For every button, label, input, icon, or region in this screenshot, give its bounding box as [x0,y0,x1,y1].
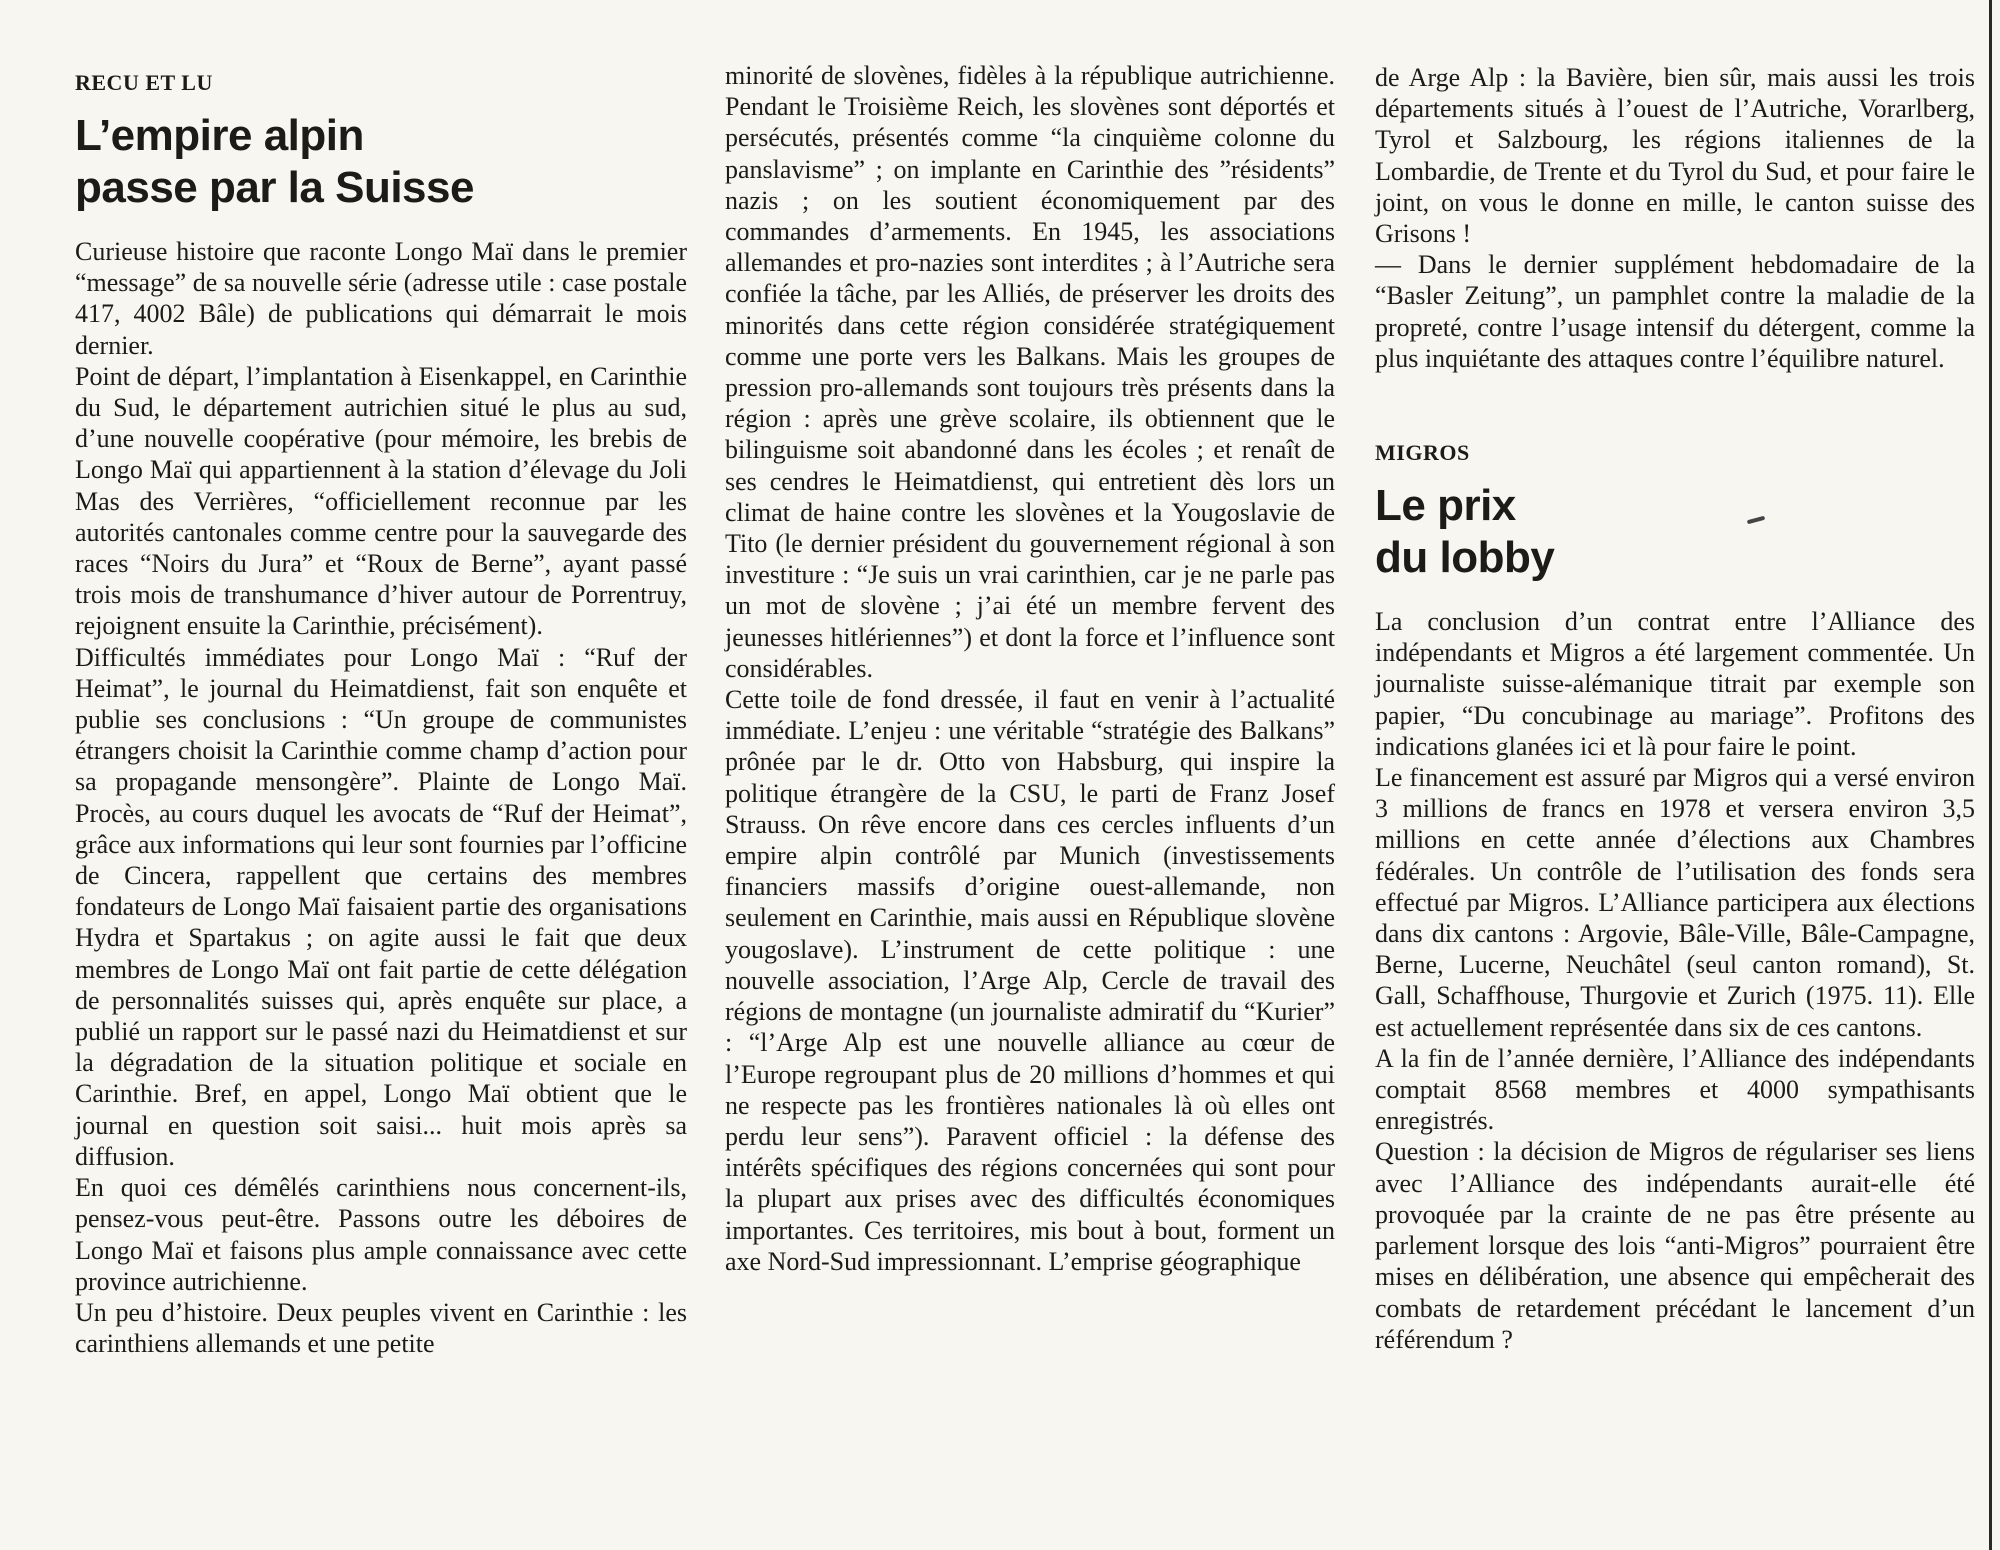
article1-headline [75,110,687,214]
article1-body-col3 [1375,62,1975,374]
article1-kicker: RECU ET LU [75,70,213,95]
paragraph: Curieuse histoire que raconte Longo Maï dans le premier “message” de sa nouvelle série (adresse utile : case postale 417, 4002 Bâle) de publications qui démarrait le mois dernier. [75,237,687,360]
paragraph: minorité de slovènes, fidèles à la république autrichienne. Pendant le Troisième Reich, les slovènes sont déportés et persécutés, présentés comme “la cinquième colonne du panslavisme” ; on implante en Carinthie des ”résidents” nazis ; on les soutient économiquement par des commandes d’armements. En 1945, les associations allemandes et pro-nazies sont interdites ; à l’Autriche sera confiée la tâche, par les Alliés, de préserver les droits des minorités dans cette région considérée stratégiquement comme une porte vers les Balkans. Mais les groupes de pression pro-allemands sont toujours très présents dans la région : après une grève scolaire, ils obtiennent que le bilinguisme soit abandonné dans les écoles ; et renaît de ses cendres le Heimatdienst, qui entretient dès lors un climat de haine contre les slovènes et la Yougoslavie de Tito (le dernier président du gouvernement régional à son investiture : “Je suis un vrai carinthien, car je ne parle pas un mot de slovène ; j’ai été un membre fervent des jeunesses hitlériennes”) et dont la force et l’influence sont considérables. [725,61,1335,683]
article1-headline-line1: L’empire alpin [75,111,364,160]
paragraph: de Arge Alp : la Bavière, bien sûr, mais aussi les trois départements situés à l’ouest de l’Autriche, Vorarlberg, Tyrol et Salzbourg, les régions italiennes de la Lombardie, de Trente et du Tyrol du Sud, et pour faire le joint, on vous le donne en mille, le canton suisse des Grisons ! [1375,63,1975,249]
paragraph: La conclusion d’un contrat entre l’Alliance des indépendants et Migros a été largement commentée. Un journaliste suisse-alémanique titrait par exemple son papier, “Du concubinage au mariage”. Profitons des indications glanées ici et là pour faire le point. [1375,607,1975,761]
article1-body-col2 [725,60,1335,1277]
column-3 [1375,62,1975,1355]
paragraph: Cette toile de fond dressée, il faut en venir à l’actualité immédiate. L’enjeu : une véritable “stratégie des Balkans” prônée par le dr. Otto von Habsburg, qui inspire la politique étrangère de la CSU, le parti de Franz Josef Strauss. On rêve encore dans ces cercles influents d’un empire alpin contrôlé par Munich (investissements financiers massifs d’origine ouest-allemande, non seulement en Carinthie, mais aussi en République slovène yougoslave). L’instrument de cette politique : une nouvelle association, l’Arge Alp, Cercle de travail des régions de montagne (un journaliste admiratif du “Kurier” : “l’Arge Alp est une nouvelle alliance au cœur de l’Europe regroupant plus de 20 millions d’hommes et qui ne respecte pas les frontières nationales là où elles ont perdu leur sens”). Paravent officiel : la défense des intérêts spécifiques des régions concernées qui sont pour la plupart aux prises avec des difficultés économiques importantes. Ces territoires, mis bout à bout, forment un axe Nord-Sud impressionnant. L’emprise géographique [725,685,1335,1276]
column-1 [75,62,687,1359]
paragraph: En quoi ces démêlés carinthiens nous concernent-ils, pensez-vous peut-être. Passons outre les déboires de Longo Maï et faisons plus ample connaissance avec cette province autrichienne. [75,1173,687,1296]
article1-headline-line2: passe par la Suisse [75,163,474,212]
article2-headline-line2: du lobby [1375,533,1555,583]
article-separator [1375,374,1975,432]
page-edge-shadow [1989,0,1992,1550]
paragraph: Difficultés immédiates pour Longo Maï : “Ruf der Heimat”, le journal du Heimatdienst, fait son enquête et publie ses conclusions : “Un groupe de communistes étrangers choisit la Carinthie comme champ d’action pour sa propagande mensongère”. Plainte de Longo Maï. Procès, au cours duquel les avocats de “Ruf der Heimat”, grâce aux informations qui leur sont fournies par l’officine de Cincera, rappellent que certains des membres fondateurs de Longo Maï faisaient partie des organisations Hydra et Spartakus ; on agite aussi le fait que deux membres de Longo Maï ont fait partie de cette délégation de personnalités suisses qui, après enquête sur place, a publié un rapport sur le passé nazi du Heimatdienst et sur la dégradation de la situation politique et sociale en Carinthie. Bref, en appel, Longo Maï obtient que le journal en question soit saisi... huit mois après sa diffusion. [75,642,687,1171]
paragraph: Un peu d’histoire. Deux peuples vivent en Carinthie : les carinthiens allemands et une petite [75,1297,687,1359]
article2-headline [1375,480,1975,584]
article2-body [1375,606,1975,1355]
article2-headline-line1: Le prix [1375,481,1516,531]
paragraph: A la fin de l’année dernière, l’Alliance des indépendants comptait 8568 membres et 4000 sympathisants enregistrés. [1375,1043,1975,1136]
article2-kicker: MIGROS [1375,440,1470,466]
paragraph: Point de départ, l’implantation à Eisenkappel, en Carinthie du Sud, le département autrichien situé le plus au sud, d’une nouvelle coopérative (pour mémoire, les brebis de Longo Maï qui appartiennent à la station d’élevage du Joli Mas des Verrières, “officiellement reconnue par les autorités cantonales comme centre pour la sauvegarde des races “Noirs du Jura” et “Roux de Berne”, ayant passé trois mois de transhumance d’hiver autour de Porrentruy, rejoignent ensuite la Carinthie, précisément). [75,361,687,641]
paragraph: Le financement est assuré par Migros qui a versé environ 3 millions de francs en 1978 et versera environ 3,5 millions en cette année d’élections aux Chambres fédérales. Un contrôle de l’utilisation des fonds sera effectué par Migros. L’Alliance participera aux élections dans dix cantons : Argovie, Bâle-Ville, Bâle-Campagne, Berne, Lucerne, Neuchâtel (seul canton romand), St. Gall, Schaffhouse, Thurgovie et Zurich (1975. 11). Elle est actuellement représentée dans six de ces cantons. [1375,763,1975,1042]
paragraph: Question : la décision de Migros de régulariser ses liens avec l’Alliance des indépendants aurait-elle été provoquée par la crainte de ne pas être présente au parlement lorsque des lois “anti-Migros” pourraient être mises en délibération, une absence qui empêcherait des combats de retardement précédant le lancement d’un référendum ? [1375,1137,1975,1354]
article1-body-col1 [75,236,687,1359]
paragraph: — Dans le dernier supplément hebdomadaire de la “Basler Zeitung”, un pamphlet contre la maladie de la propreté, contre l’usage intensif du détergent, comme la plus inquiétante des attaques contre l’équilibre naturel. [1375,250,1975,373]
column-2 [725,60,1335,1277]
